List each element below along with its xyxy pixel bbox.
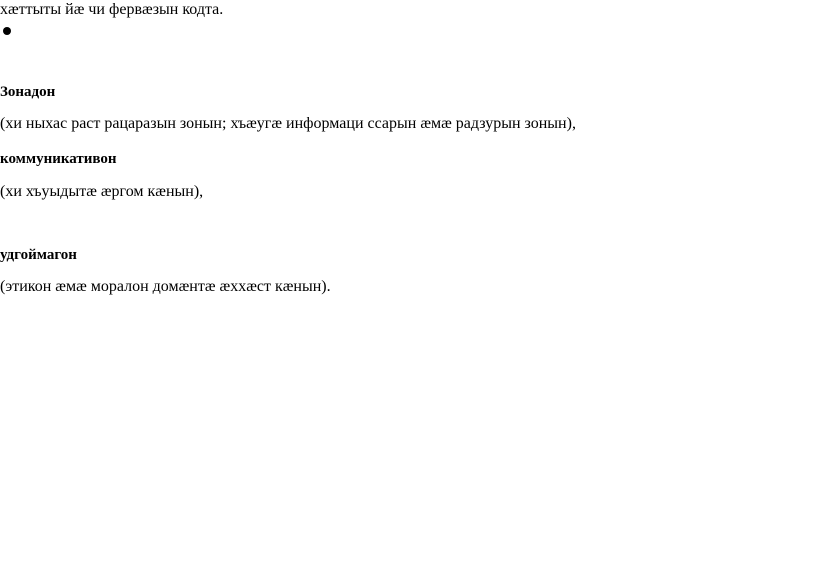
section-text-udgoymagon: (этикон æмæ моралон домæнтæ æххæст кæнын). xyxy=(0,278,331,295)
intro-line: хæттыты йæ чи фервæзын кодта. xyxy=(0,1,224,18)
section-text-kommunikativon: (хи хъуыдытæ æргом кæнын), xyxy=(0,183,204,200)
bullet-icon xyxy=(3,27,11,35)
section-heading-kommunikativon: коммуникативон xyxy=(0,151,117,167)
section-heading-udgoymagon: удгоймагон xyxy=(0,247,77,263)
section-text-zonadon: (хи ныхас раст рацаразын зонын; хъæугæ информаци ссарын æмæ радзурын зонын), xyxy=(0,115,576,132)
section-heading-zonadon: Зонадон xyxy=(0,84,56,100)
